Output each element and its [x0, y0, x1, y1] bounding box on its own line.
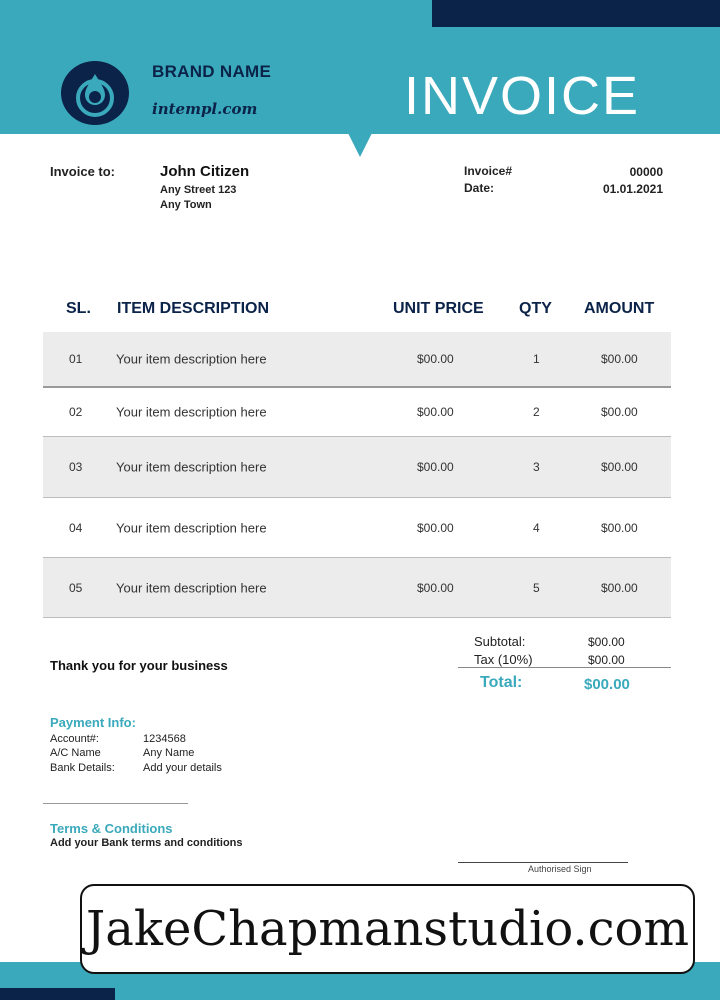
bank-details-value: Add your details: [143, 762, 222, 774]
table-row: [43, 437, 671, 497]
row-serial: 04: [69, 520, 83, 535]
invoice-number-label: Invoice#: [464, 164, 513, 178]
brand-website: intempl.com: [152, 100, 258, 118]
header-pointer: [348, 133, 372, 157]
row-unit-price: $00.00: [417, 352, 454, 366]
row-description: Your item description here: [116, 459, 267, 475]
row-description: Your item description here: [116, 404, 267, 420]
tax-label: Tax (10%): [474, 652, 533, 667]
table-row: [43, 332, 671, 386]
bank-details-label: Bank Details:: [50, 762, 115, 774]
row-unit-price: $00.00: [417, 405, 454, 419]
client-street: Any Street 123: [160, 184, 237, 196]
row-description: Your item description here: [116, 520, 267, 535]
row-serial: 03: [69, 460, 83, 474]
table-row: [43, 498, 671, 557]
client-name: John Citizen: [160, 163, 250, 180]
row-amount: $00.00: [601, 460, 638, 474]
row-amount: $00.00: [601, 520, 638, 535]
account-name-value: Any Name: [143, 747, 195, 759]
row-divider: [43, 617, 671, 618]
column-header-sl: SL.: [66, 300, 91, 317]
table-row: [43, 388, 671, 436]
row-description: Your item description here: [116, 580, 267, 595]
payment-info-title: Payment Info:: [50, 715, 136, 730]
header-accent-bar: [432, 0, 720, 27]
account-number-label: Account#:: [50, 733, 99, 745]
row-amount: $00.00: [601, 580, 638, 595]
tax-value: $00.00: [588, 653, 625, 667]
row-unit-price: $00.00: [417, 580, 454, 595]
column-header-unit-price: UNIT PRICE: [393, 300, 484, 317]
row-qty: 1: [533, 352, 540, 366]
row-unit-price: $00.00: [417, 460, 454, 474]
brand-name: BRAND NAME: [152, 62, 272, 81]
signature-line: [458, 862, 628, 863]
row-serial: 01: [69, 352, 83, 366]
watermark-text: JakeChapmanstudio.com: [86, 901, 689, 957]
watermark-banner: [80, 884, 695, 974]
row-serial: 05: [69, 580, 83, 595]
row-serial: 02: [69, 405, 83, 419]
table-row: [43, 558, 671, 617]
invoice-date-value: 01.01.2021: [602, 182, 663, 196]
column-header-amount: AMOUNT: [584, 300, 655, 317]
subtotal-label: Subtotal:: [474, 634, 526, 649]
total-label: Total:: [480, 674, 523, 691]
row-amount: $00.00: [601, 405, 638, 419]
section-divider: [43, 803, 188, 804]
totals-divider: [458, 667, 671, 668]
footer-accent-bar: [0, 988, 115, 1000]
subtotal-value: $00.00: [588, 635, 625, 649]
account-number-value: 1234568: [143, 733, 186, 745]
signature-label: Authorised Sign: [528, 864, 592, 874]
total-value: $00.00: [584, 676, 630, 693]
row-qty: 2: [533, 405, 540, 419]
row-unit-price: $00.00: [417, 520, 454, 535]
row-qty: 3: [533, 460, 540, 474]
invoice-number-value: 00000: [629, 165, 663, 179]
row-qty: 4: [533, 520, 540, 535]
row-amount: $00.00: [601, 352, 638, 366]
row-description: Your item description here: [116, 351, 267, 367]
thank-you-note: Thank you for your business: [50, 658, 228, 673]
row-qty: 5: [533, 580, 540, 595]
invoice-title: INVOICE: [404, 66, 641, 126]
brand-logo-icon: [60, 60, 130, 126]
client-town: Any Town: [160, 199, 212, 211]
column-header-description: ITEM DESCRIPTION: [117, 300, 270, 317]
terms-title: Terms & Conditions: [50, 821, 173, 836]
column-header-qty: QTY: [519, 300, 552, 317]
invoice-to-label: Invoice to:: [50, 164, 116, 179]
account-name-label: A/C Name: [50, 747, 101, 759]
invoice-date-label: Date:: [464, 181, 495, 195]
terms-text: Add your Bank terms and conditions: [50, 837, 243, 849]
